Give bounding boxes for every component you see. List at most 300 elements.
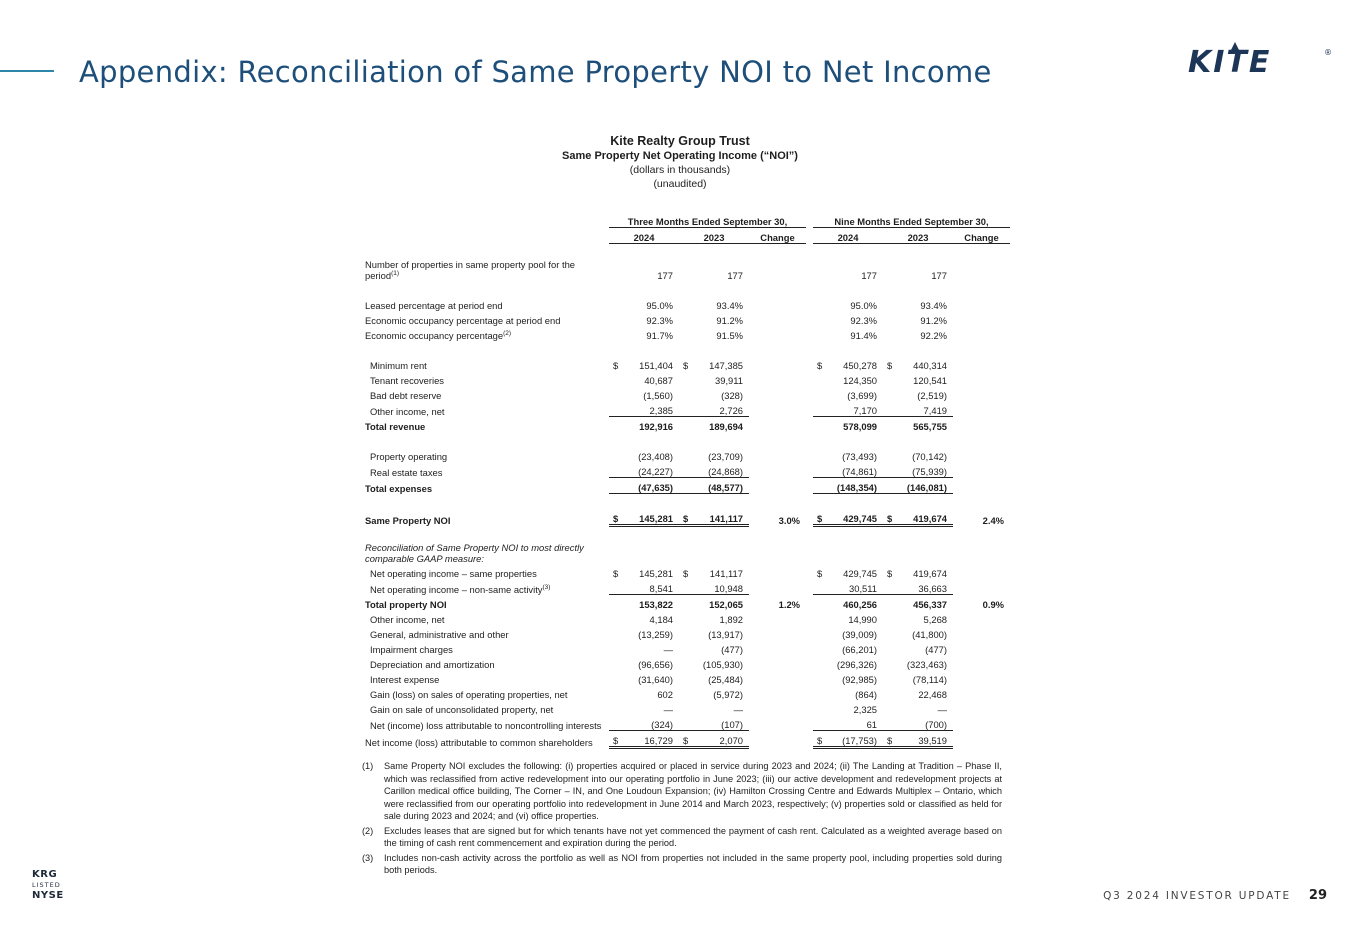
cell-value: (73,493) (842, 451, 877, 462)
value-cell (609, 610, 679, 625)
value-cell (813, 625, 883, 640)
value-cell (813, 579, 883, 595)
currency-symbol: $ (817, 360, 823, 371)
row-label: Same Property NOI (365, 514, 451, 526)
cell-value: 14,990 (848, 614, 877, 625)
value-cell (609, 685, 679, 700)
cell-value: 2.4% (982, 514, 1004, 526)
value-cell (679, 326, 749, 341)
value-cell (813, 371, 883, 386)
cell-value: 5,268 (923, 614, 947, 625)
row-label: Interest expense (370, 674, 440, 685)
value-cell (609, 447, 679, 462)
cell-value: 147,385 (709, 360, 743, 371)
statement-heading: Same Property Net Operating Income (“NOI”) (562, 150, 798, 162)
cell-value: (24,227) (638, 466, 673, 477)
value-cell (749, 731, 806, 748)
table-row-econ-occ (362, 326, 1010, 341)
table-row-noi-nonsame (362, 579, 1010, 595)
row-label: Tenant recoveries (370, 375, 444, 386)
currency-symbol: $ (887, 513, 893, 524)
value-cell (679, 640, 749, 655)
value-cell (609, 417, 679, 433)
value-cell (883, 478, 953, 494)
value-cell (609, 564, 679, 579)
table-row-other-income-net (362, 610, 1010, 625)
value-cell (883, 700, 953, 715)
cell-value: 92.2% (920, 330, 947, 341)
row-label: Total expenses (365, 482, 433, 494)
value-cell (883, 447, 953, 462)
value-cell (813, 655, 883, 670)
cell-value: (47,635) (638, 482, 673, 493)
currency-symbol: $ (613, 513, 619, 524)
column-header: Change (749, 228, 806, 244)
statement-header (480, 133, 880, 191)
cell-value: 460,256 (843, 599, 877, 610)
footnote-text: Same Property NOI excludes the following: (i) properties acquired or placed in service during 2023 and 2024; (ii) The Landing at Tradition – Phase II, which was reclassified from active redevelopment into our operating portfolio in June 2023; (iii) our active development and redevelopment projects at Carillon medical office building, The Corner – IN, and One Loudoun Expansion; (iv) Hamilton Crossing Centre and Edwards Multiplex – Ontario, which were reclassified from our operating portfolio into redevelopment in June 2014 and March 2023, respectively; (v) properties sold or classified as held for sale during 2023 and 2024; and (vi) office properties. (384, 761, 1002, 821)
value-cell (883, 715, 953, 731)
cell-value: 151,404 (639, 360, 673, 371)
cell-value: 1.2% (778, 599, 800, 610)
value-cell (679, 670, 749, 685)
value-cell (883, 417, 953, 433)
cell-value: — (937, 704, 947, 715)
value-cell (953, 417, 1010, 433)
table-row-total-expenses (362, 478, 1010, 494)
row-label: General, administrative and other (370, 629, 509, 640)
page-number: 29 (1308, 888, 1327, 903)
value-cell (679, 447, 749, 462)
cell-value: 152,065 (709, 599, 743, 610)
cell-value: 91.5% (716, 330, 743, 341)
value-cell (609, 579, 679, 595)
footnote (362, 760, 1002, 823)
cell-value: 39,911 (715, 375, 743, 386)
table-row-other-income (362, 401, 1010, 417)
table-row-total-revenue (362, 417, 1010, 433)
value-cell (953, 462, 1010, 478)
value-cell (749, 685, 806, 700)
value-cell (883, 655, 953, 670)
footnote-number: (3) (362, 852, 374, 863)
value-cell (953, 401, 1010, 417)
cell-value: 0.9% (982, 599, 1004, 610)
cell-value: 91.2% (716, 315, 743, 326)
value-cell (679, 509, 749, 526)
cell-value: (23,408) (638, 451, 673, 462)
value-cell (813, 700, 883, 715)
cell-value: 39,519 (918, 735, 947, 746)
cell-value: 141,117 (709, 513, 743, 524)
value-cell (953, 670, 1010, 685)
value-cell (813, 564, 883, 579)
value-cell (609, 311, 679, 326)
cell-value: 92.3% (850, 315, 877, 326)
title-accent-line (0, 70, 54, 72)
row-label: Other income, net (370, 614, 445, 625)
cell-value: 429,745 (843, 513, 877, 524)
cell-value: (700) (925, 719, 947, 730)
value-cell (609, 731, 679, 748)
value-cell (883, 579, 953, 595)
noi-reconciliation-table (362, 212, 1010, 749)
value-cell (749, 259, 806, 281)
column-header: 2024 (609, 228, 679, 244)
cell-value: 8,541 (649, 583, 673, 594)
value-cell (749, 564, 806, 579)
value-cell (813, 386, 883, 401)
value-cell (813, 610, 883, 625)
value-cell (609, 386, 679, 401)
cell-value: 95.0% (646, 300, 673, 311)
currency-symbol: $ (817, 513, 823, 524)
cell-value: (1,560) (643, 390, 673, 401)
cell-value: 189,694 (709, 421, 743, 432)
cell-value: 93.4% (716, 300, 743, 311)
cell-value: 578,099 (843, 421, 877, 432)
currency-symbol: $ (683, 568, 689, 579)
row-label: Bad debt reserve (370, 390, 442, 401)
cell-value: 61 (866, 719, 877, 730)
footer-text: Q3 2024 INVESTOR UPDATE (1103, 890, 1291, 902)
cell-value: 450,278 (843, 360, 877, 371)
cell-value: 91.2% (920, 315, 947, 326)
cell-value: (324) (651, 719, 673, 730)
cell-value: 440,314 (913, 360, 947, 371)
value-cell (953, 655, 1010, 670)
cell-value: 177 (931, 270, 947, 281)
value-cell (679, 386, 749, 401)
currency-symbol: $ (887, 568, 893, 579)
cell-value: (96,656) (638, 659, 673, 670)
stock-listing-badge (32, 869, 62, 901)
value-cell (883, 670, 953, 685)
value-cell (813, 417, 883, 433)
cell-value: 92.3% (646, 315, 673, 326)
cell-value: (48,577) (708, 482, 743, 493)
row-label: Depreciation and amortization (370, 659, 495, 670)
value-cell (813, 509, 883, 526)
value-cell (749, 715, 806, 731)
value-cell (883, 259, 953, 281)
cell-value: (296,326) (836, 659, 877, 670)
value-cell (609, 700, 679, 715)
value-cell (953, 386, 1010, 401)
value-cell (749, 595, 806, 611)
value-cell (749, 356, 806, 371)
value-cell (883, 731, 953, 748)
row-label: Total revenue (365, 421, 426, 432)
cell-value: (2,519) (917, 390, 947, 401)
value-cell (813, 311, 883, 326)
value-cell (953, 685, 1010, 700)
value-cell (953, 625, 1010, 640)
cell-value: (75,939) (912, 466, 947, 477)
value-cell (883, 625, 953, 640)
row-label: Leased percentage at period end (365, 300, 503, 311)
value-cell (609, 296, 679, 311)
value-cell (953, 595, 1010, 611)
value-cell (953, 371, 1010, 386)
cell-value: 2,385 (649, 405, 673, 416)
value-cell (883, 509, 953, 526)
cell-value: 36,663 (918, 583, 947, 594)
cell-value: 124,350 (843, 375, 877, 386)
cell-value: 177 (727, 270, 743, 281)
cell-value: (477) (721, 644, 743, 655)
value-cell (813, 685, 883, 700)
cell-value: (105,930) (702, 659, 743, 670)
value-cell (813, 731, 883, 748)
table-row-interest-expense (362, 670, 1010, 685)
cell-value: 3.0% (778, 514, 800, 526)
slide-footer (1103, 888, 1327, 903)
value-cell (679, 610, 749, 625)
cell-value: — (663, 644, 673, 655)
currency-symbol: $ (613, 568, 619, 579)
value-cell (883, 462, 953, 478)
value-cell (883, 564, 953, 579)
table-row-noi-same (362, 564, 1010, 579)
value-cell (609, 509, 679, 526)
currency-symbol: $ (817, 735, 823, 746)
value-cell (679, 478, 749, 494)
cell-value: 91.4% (850, 330, 877, 341)
cell-value: 16,729 (644, 735, 673, 746)
cell-value: (5,972) (713, 689, 743, 700)
value-cell (679, 655, 749, 670)
cell-value: (74,861) (842, 466, 877, 477)
currency-symbol: $ (683, 735, 689, 746)
row-label: Net income (loss) attributable to common shareholders (365, 736, 593, 748)
currency-symbol: $ (887, 735, 893, 746)
cell-value: 192,916 (639, 421, 673, 432)
table-row-net-income (362, 731, 1010, 748)
kite-logo (1188, 38, 1334, 76)
value-cell (749, 326, 806, 341)
value-cell (609, 371, 679, 386)
table-row-impairment (362, 640, 1010, 655)
period-header-nine-months: Nine Months Ended September 30, (813, 212, 1010, 228)
value-cell (609, 595, 679, 611)
currency-symbol: $ (683, 513, 689, 524)
value-cell (883, 640, 953, 655)
table-row-total-noi (362, 595, 1010, 611)
cell-value: 419,674 (913, 568, 947, 579)
cell-value: (323,463) (906, 659, 947, 670)
table-row-same-property-noi (362, 509, 1010, 526)
value-cell (679, 685, 749, 700)
value-cell (813, 356, 883, 371)
value-cell (749, 417, 806, 433)
value-cell (813, 462, 883, 478)
value-cell (749, 478, 806, 494)
value-cell (883, 296, 953, 311)
cell-value: 95.0% (850, 300, 877, 311)
statement-audit-note: (unaudited) (653, 178, 707, 190)
value-cell (679, 731, 749, 748)
cell-value: 7,419 (923, 405, 947, 416)
cell-value: (13,917) (708, 629, 743, 640)
cell-value: 429,745 (843, 568, 877, 579)
cell-value: (31,640) (638, 674, 673, 685)
value-cell (953, 700, 1010, 715)
cell-value: (148,354) (836, 482, 877, 493)
value-cell (679, 417, 749, 433)
value-cell (679, 462, 749, 478)
footnote (362, 852, 1002, 877)
page-title: Appendix: Reconciliation of Same Property NOI to Net Income (79, 55, 992, 89)
row-label: Net operating income – same properties (370, 568, 537, 579)
row-label: Total property NOI (365, 599, 447, 610)
table-row-recon-heading (362, 542, 1010, 564)
footnote-text: Excludes leases that are signed but for which tenants have not yet commenced the payment of cash rent. Calculated as a weighted average based on the timing of cash rent commencement and expiration during the period. (384, 825, 1002, 848)
value-cell (813, 595, 883, 611)
row-label: Economic occupancy percentage (365, 330, 504, 341)
cell-value: 2,325 (853, 704, 877, 715)
cell-value: 4,184 (649, 614, 673, 625)
column-header: 2023 (679, 228, 749, 244)
value-cell (953, 326, 1010, 341)
cell-value: — (733, 704, 743, 715)
value-cell (749, 371, 806, 386)
value-cell (609, 655, 679, 670)
value-cell (953, 478, 1010, 494)
cell-value: 602 (657, 689, 673, 700)
value-cell (749, 401, 806, 417)
cell-value: (107) (721, 719, 743, 730)
table-row-real-estate-taxes (362, 462, 1010, 478)
value-cell (749, 625, 806, 640)
currency-symbol: $ (817, 568, 823, 579)
cell-value: (17,753) (842, 735, 877, 746)
cell-value: (24,868) (708, 466, 743, 477)
value-cell (953, 311, 1010, 326)
value-cell (883, 610, 953, 625)
row-label: Impairment charges (370, 644, 453, 655)
cell-value: (13,259) (638, 629, 673, 640)
value-cell (883, 356, 953, 371)
cell-value: 91.7% (646, 330, 673, 341)
cell-value: 456,337 (913, 599, 947, 610)
value-cell (749, 670, 806, 685)
row-label: Gain (loss) on sales of operating properties, net (370, 689, 568, 700)
cell-value: 7,170 (853, 405, 877, 416)
period-header-three-months: Three Months Ended September 30, (609, 212, 806, 228)
value-cell (679, 595, 749, 611)
cell-value: (864) (855, 689, 877, 700)
cell-value: (3,699) (847, 390, 877, 401)
cell-value: 93.4% (920, 300, 947, 311)
company-name: Kite Realty Group Trust (610, 134, 750, 148)
value-cell (883, 326, 953, 341)
row-label: Other income, net (370, 405, 445, 417)
currency-symbol: $ (887, 360, 893, 371)
value-cell (953, 259, 1010, 281)
table-row-nci (362, 715, 1010, 731)
cell-value: (25,484) (708, 674, 743, 685)
value-cell (813, 670, 883, 685)
value-cell (609, 715, 679, 731)
row-label: Real estate taxes (370, 466, 443, 478)
value-cell (883, 371, 953, 386)
value-cell (749, 610, 806, 625)
value-cell (679, 401, 749, 417)
cell-value: 2,726 (719, 405, 743, 416)
value-cell (749, 509, 806, 526)
column-header-row (362, 228, 1010, 244)
value-cell (813, 259, 883, 281)
value-cell (679, 625, 749, 640)
table-row-properties (362, 259, 1010, 281)
footnote-ref: (1) (391, 269, 400, 277)
registered-mark: ® (1324, 48, 1332, 57)
value-cell (679, 296, 749, 311)
currency-symbol: $ (613, 735, 619, 746)
cell-value: (146,081) (906, 482, 947, 493)
value-cell (953, 610, 1010, 625)
cell-value: 141,117 (709, 568, 743, 579)
cell-value: 2,070 (719, 735, 743, 746)
value-cell (953, 447, 1010, 462)
cell-value: (70,142) (912, 451, 947, 462)
cell-value: 145,281 (639, 513, 673, 524)
cell-value: 177 (861, 270, 877, 281)
cell-value: 145,281 (639, 568, 673, 579)
period-header-row (362, 212, 1010, 228)
value-cell (953, 564, 1010, 579)
table-row-min-rent (362, 356, 1010, 371)
cell-value: 565,755 (913, 421, 947, 432)
cell-value: 120,541 (913, 375, 947, 386)
footnote-number: (2) (362, 825, 374, 836)
value-cell (883, 685, 953, 700)
row-label: Minimum rent (370, 360, 427, 371)
value-cell (749, 700, 806, 715)
column-header: 2024 (813, 228, 883, 244)
currency-symbol: $ (683, 360, 689, 371)
value-cell (749, 296, 806, 311)
cell-value: — (663, 704, 673, 715)
cell-value: (92,985) (842, 674, 877, 685)
value-cell (679, 371, 749, 386)
value-cell (883, 595, 953, 611)
value-cell (679, 715, 749, 731)
value-cell (749, 447, 806, 462)
value-cell (883, 311, 953, 326)
value-cell (609, 478, 679, 494)
row-label: Number of properties in same property pool for the period (365, 259, 575, 281)
value-cell (749, 655, 806, 670)
footnote-ref: (3) (542, 583, 551, 591)
cell-value: (328) (721, 390, 743, 401)
row-label: Net (income) loss attributable to noncontrolling interests (370, 719, 602, 731)
value-cell (679, 311, 749, 326)
cell-value: (23,709) (708, 451, 743, 462)
value-cell (609, 670, 679, 685)
cell-value: (39,009) (842, 629, 877, 640)
value-cell (749, 579, 806, 595)
footnote (362, 825, 1002, 850)
value-cell (749, 462, 806, 478)
value-cell (609, 640, 679, 655)
table-row-depreciation (362, 655, 1010, 670)
value-cell (679, 356, 749, 371)
column-header: Change (953, 228, 1010, 244)
value-cell (679, 259, 749, 281)
row-label: Economic occupancy percentage at period end (365, 315, 561, 326)
